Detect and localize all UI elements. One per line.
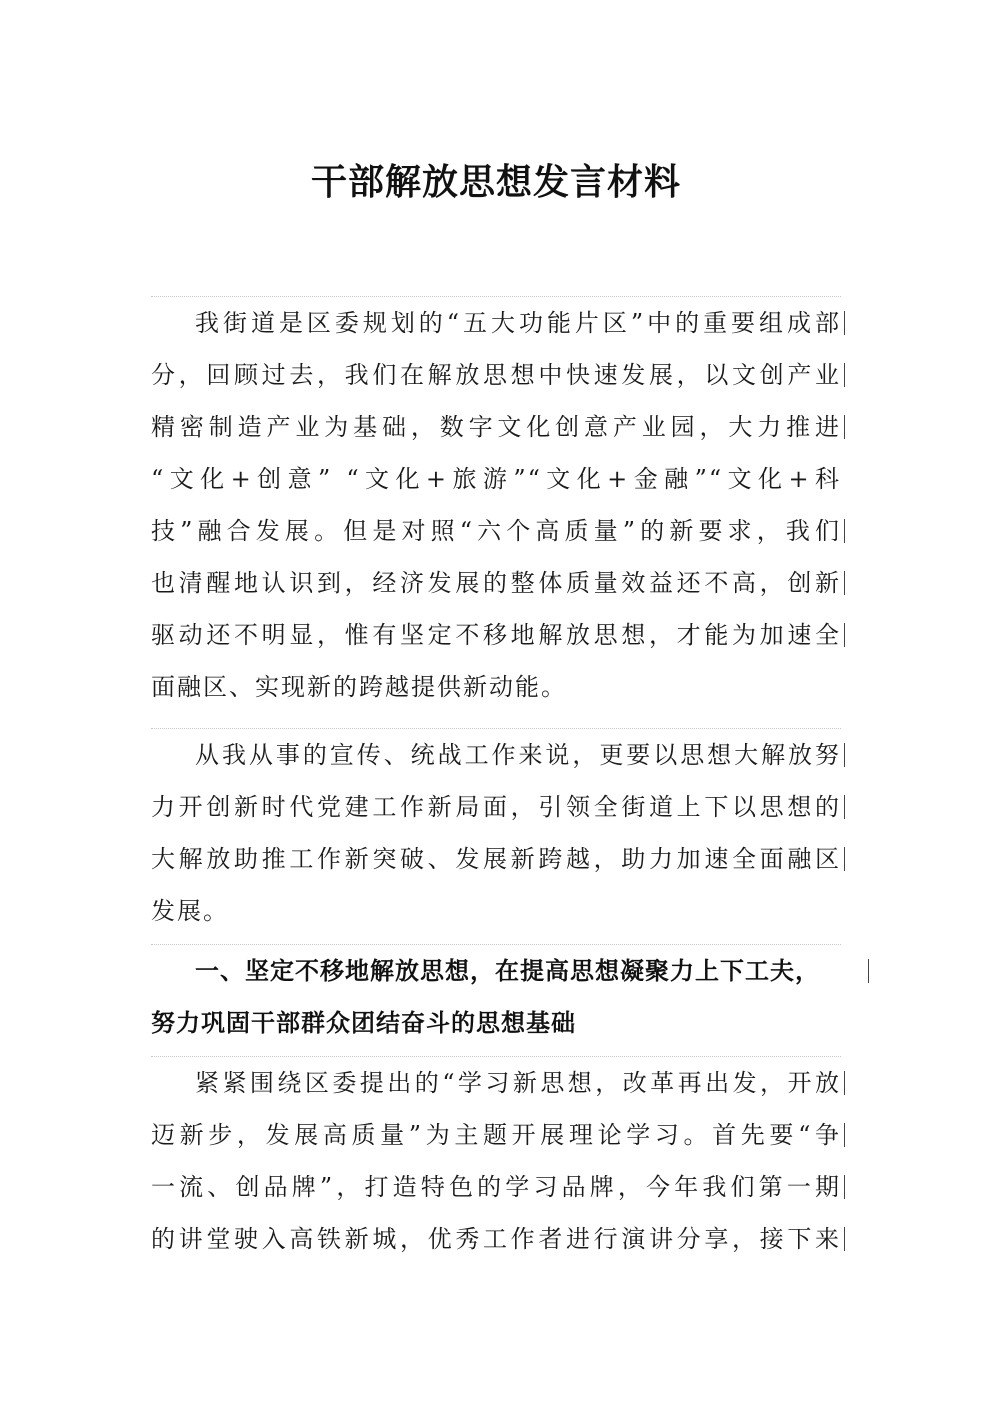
paragraph-line: 分，回顾过去，我们在解放思想中快速发展，以文创产业 <box>151 349 841 401</box>
line-end-marker <box>844 795 845 819</box>
paragraph-line: 发展。 <box>151 897 229 925</box>
line-end-marker <box>844 1227 845 1251</box>
heading-line: 努力巩固干部群众团结奋斗的思想基础 <box>151 1009 576 1037</box>
paragraph-line: 一流、创品牌”，打造特色的学习品牌，今年我们第一期 <box>151 1161 841 1213</box>
paragraph-line: 面融区、实现新的跨越提供新动能。 <box>151 673 567 701</box>
line-end-marker <box>844 1175 845 1199</box>
paragraph-2 <box>151 728 841 937</box>
paragraph-line: 精密制造产业为基础，数字文化创意产业园，大力推进 <box>151 401 841 453</box>
section-heading-1 <box>151 944 841 1049</box>
paragraph-line: 迈新步，发展高质量”为主题开展理论学习。首先要“争 <box>151 1109 841 1161</box>
paragraph-line: 力开创新时代党建工作新局面，引领全街道上下以思想的 <box>151 781 841 833</box>
paragraph-1 <box>151 296 841 713</box>
line-end-marker <box>844 1071 845 1095</box>
line-end-marker <box>844 847 845 871</box>
line-end-marker <box>844 571 845 595</box>
paragraph-line: 从我从事的宣传、统战工作来说，更要以思想大解放努 <box>151 729 841 781</box>
paragraph-line: “文化+创意” “文化+旅游”“文化+金融”“文化+科 <box>151 465 841 493</box>
paragraph-line: 技”融合发展。但是对照“六个高质量”的新要求，我们 <box>151 505 841 557</box>
line-end-marker <box>844 363 845 387</box>
line-end-marker <box>844 415 845 439</box>
line-end-marker <box>844 743 845 767</box>
paragraph-3 <box>151 1056 841 1265</box>
paragraph-line: 我街道是区委规划的“五大功能片区”中的重要组成部 <box>151 297 841 349</box>
paragraph-line: 驱动还不明显，惟有坚定不移地解放思想，才能为加速全 <box>151 609 841 661</box>
line-end-marker <box>844 311 845 335</box>
line-end-marker <box>868 959 869 983</box>
paragraph-line: 也清醒地认识到，经济发展的整体质量效益还不高，创新 <box>151 557 841 609</box>
line-end-marker <box>844 519 845 543</box>
line-end-marker <box>844 1123 845 1147</box>
paragraph-line: 的讲堂驶入高铁新城，优秀工作者进行演讲分享，接下来 <box>151 1213 841 1265</box>
line-end-marker <box>844 623 845 647</box>
heading-line: 一、坚定不移地解放思想，在提高思想凝聚力上下工夫， <box>151 945 841 997</box>
document-title: 干部解放思想发言材料 <box>310 161 681 203</box>
paragraph-line: 大解放助推工作新突破、发展新跨越，助力加速全面融区 <box>151 833 841 885</box>
paragraph-line: 紧紧围绕区委提出的“学习新思想，改革再出发，开放 <box>151 1057 841 1109</box>
